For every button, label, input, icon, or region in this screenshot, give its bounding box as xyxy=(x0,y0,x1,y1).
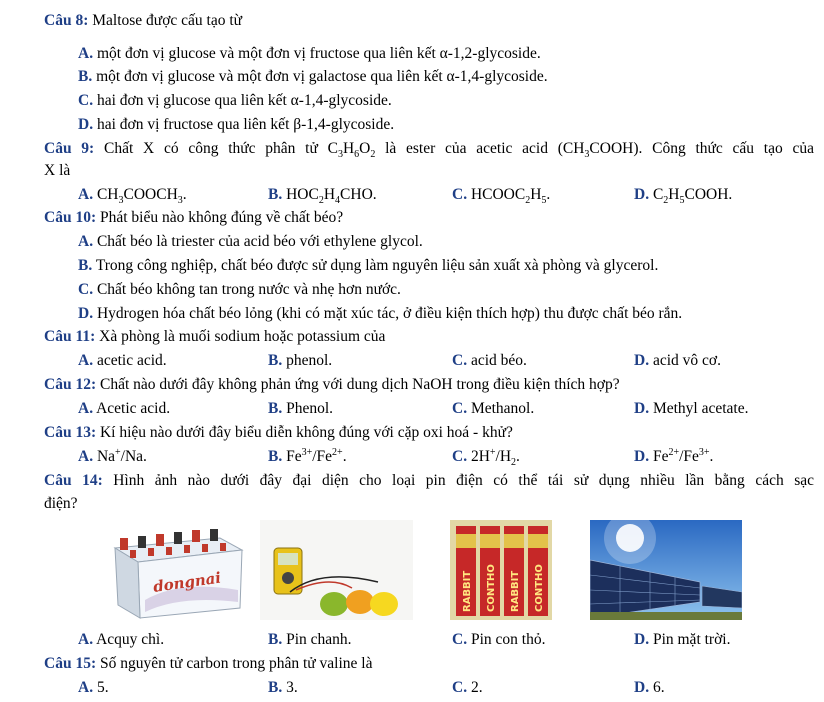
q13-options xyxy=(0,446,824,469)
q11-option-c[interactable]: C. acid béo. xyxy=(452,352,527,369)
q9-option-c[interactable]: C. $HCOOC_2H_5$. xyxy=(452,186,551,207)
q13-option-c[interactable]: C. $2H^+/H_2$. xyxy=(452,446,520,469)
lead-acid-battery-image[interactable] xyxy=(110,520,245,620)
q10-option-b[interactable]: B. Trong công nghiệp, chất béo được sử dụng làm nguyên liệu sản xuất xà phòng và glycerol. xyxy=(78,257,659,274)
cell-label-3: RABBIT xyxy=(510,570,521,612)
battery-brand-logo: dongnai xyxy=(152,568,223,596)
q15-options xyxy=(0,679,824,697)
q14-options xyxy=(0,631,824,649)
question-13: Câu 13: Kí hiệu nào dưới đây biểu diễn không đúng với cặp oxi hoá - khử? xyxy=(44,424,513,441)
question-9: Câu 9: Chất X có công thức phân tử $C_3H_6O_2$ là ester của acetic acid $(CH_3COOH)$. Công thức cấu tạo của xyxy=(44,140,814,161)
question-15: Câu 15: Số nguyên tử carbon trong phân tử valine là xyxy=(44,655,373,672)
q12-options xyxy=(0,400,824,418)
q10-option-c[interactable]: C. Chất béo không tan trong nước và nhẹ hơn nước. xyxy=(78,281,401,298)
q12-option-a[interactable]: A. Acetic acid. xyxy=(78,400,171,417)
q13-option-d[interactable]: D. $Fe^{2+}/Fe^{3+}$. xyxy=(634,446,714,465)
q9-option-d[interactable]: D. $C_2H_5COOH$. xyxy=(634,186,733,207)
q8-option-d[interactable]: D. hai đơn vị fructose qua liên kết β-1,4-glycoside. xyxy=(78,116,395,133)
q14-option-c[interactable]: C. Pin con thỏ. xyxy=(452,631,546,648)
solar-panel-image[interactable] xyxy=(590,520,742,620)
cell-label-2: CONTHO xyxy=(486,564,497,612)
q14-option-d[interactable]: D. Pin mặt trời. xyxy=(634,631,731,648)
q12-option-c[interactable]: C. Methanol. xyxy=(452,400,535,417)
q12-option-d[interactable]: D. Methyl acetate. xyxy=(634,400,749,417)
question-10: Câu 10: Phát biểu nào không đúng về chất béo? xyxy=(44,209,344,226)
cell-label-1: RABBIT xyxy=(462,570,473,612)
q13-option-a[interactable]: A. Na+/Na. xyxy=(78,446,147,465)
q8-option-c[interactable]: C. hai đơn vị glucose qua liên kết α-1,4-glycoside. xyxy=(78,92,392,109)
q10-option-a[interactable]: A. Chất béo là triester của acid béo với ethylene glycol. xyxy=(78,233,423,250)
q15-option-a[interactable]: A. 5. xyxy=(78,679,109,696)
q9-options xyxy=(0,186,824,207)
q10-option-d[interactable]: D. Hydrogen hóa chất béo lỏng (khi có mặt xúc tác, ở điều kiện thích hợp) thu được chất béo rắn. xyxy=(78,305,683,322)
q14-option-a[interactable]: A. Acquy chì. xyxy=(78,631,165,648)
question-12: Câu 12: Chất nào dưới đây không phản ứng với dung dịch NaOH trong điều kiện thích hợp? xyxy=(44,376,620,393)
q11-option-b[interactable]: B. phenol. xyxy=(268,352,333,369)
question-9-line-2: X là xyxy=(44,162,71,179)
q9-option-b[interactable]: B. $HOC_2H_4CHO$. xyxy=(268,186,377,207)
q15-option-b[interactable]: B. 3. xyxy=(268,679,298,696)
q8-option-b[interactable]: B. một đơn vị glucose và một đơn vị galactose qua liên kết α-1,4-glycoside. xyxy=(78,68,548,85)
question-14: Câu 14: Hình ảnh nào dưới đây đại diện cho loại pin điện có thể tái sử dụng nhiều lần bằng cách sạc xyxy=(44,472,814,489)
q11-option-a[interactable]: A. acetic acid. xyxy=(78,352,167,369)
cell-label-4: CONTHO xyxy=(534,564,545,612)
rabbit-batteries-image[interactable] xyxy=(450,520,552,620)
q9-option-a[interactable]: A. $CH_3COOCH_3$. xyxy=(78,186,187,207)
q8-option-a[interactable]: A. một đơn vị glucose và một đơn vị fructose qua liên kết α-1,2-glycoside. xyxy=(78,45,541,62)
question-14-line-2: điện? xyxy=(44,495,78,512)
lemon-battery-image[interactable] xyxy=(260,520,413,620)
question-11: Câu 11: Xà phòng là muối sodium hoặc potassium của xyxy=(44,328,386,345)
q13-option-b[interactable]: B. $Fe^{3+}/Fe^{2+}$. xyxy=(268,446,347,465)
q15-option-c[interactable]: C. 2. xyxy=(452,679,483,696)
q12-option-b[interactable]: B. Phenol. xyxy=(268,400,334,417)
q14-option-b[interactable]: B. Pin chanh. xyxy=(268,631,352,648)
q15-option-d[interactable]: D. 6. xyxy=(634,679,665,696)
question-8: Câu 8: Maltose được cấu tạo từ xyxy=(44,12,243,29)
q11-option-d[interactable]: D. acid vô cơ. xyxy=(634,352,721,369)
q11-options xyxy=(0,352,824,370)
